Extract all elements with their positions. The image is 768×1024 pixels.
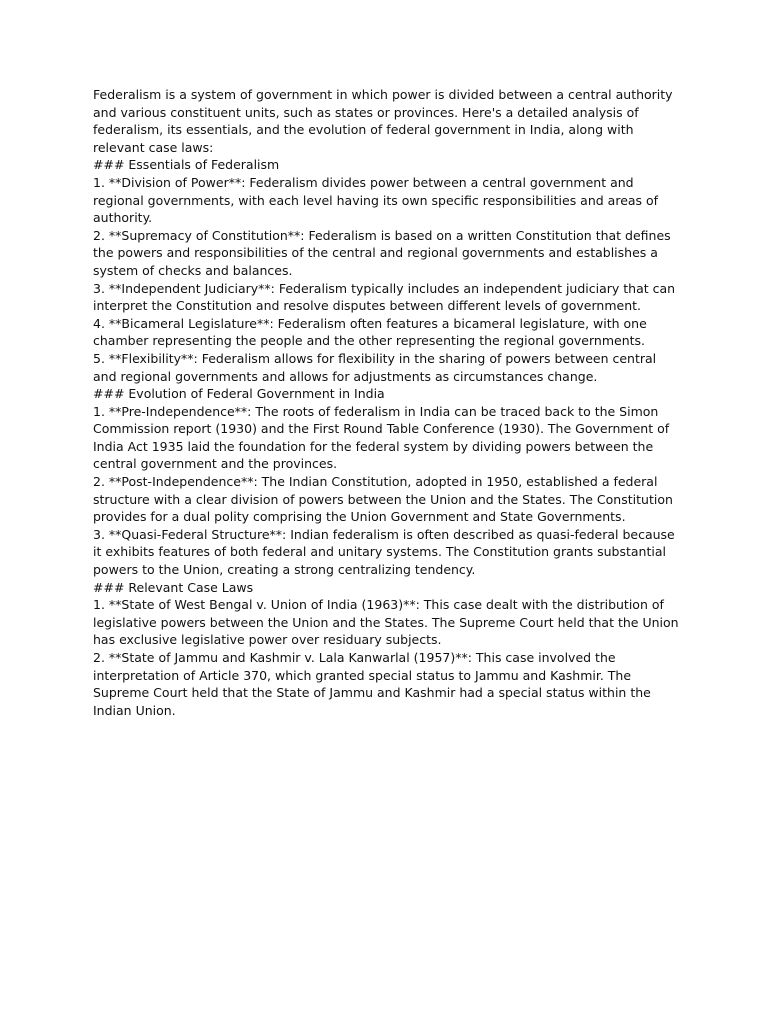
section-heading-evolution: ### Evolution of Federal Government in India [93, 386, 385, 402]
section-heading-essentials: ### Essentials of Federalism [93, 157, 280, 173]
list-item: 4. **Bicameral Legislature**: Federalism often features a bicameral legislature, with one chamber representing the people and the other representing the regional governments. [93, 315, 647, 349]
list-item: 2. **State of Jammu and Kashmir v. Lala Kanwarlal (1957)**: This case involved the interpretation of Article 370, which granted special status to Jammu and Kashmir. The Supreme Court held that the State of Jammu and Kashmir had a special status within the Indian Union. [93, 650, 651, 718]
list-item: 5. **Flexibility**: Federalism allows for flexibility in the sharing of powers between central and regional governments and allows for adjustments as circumstances change. [93, 350, 657, 384]
list-item: 3. **Independent Judiciary**: Federalism typically includes an independent judiciary that can interpret the Constitution and resolve disputes between different levels of government. [93, 280, 676, 314]
list-item: 2. **Supremacy of Constitution**: Federalism is based on a written Constitution that defines the powers and responsibilities of the central and regional governments and establishes a system of checks and balances. [93, 227, 671, 278]
list-item: 2. **Post-Independence**: The Indian Constitution, adopted in 1950, established a federal structure with a clear division of powers between the Union and the States. The Constitution provides for a dual polity comprising the Union Government and State Governments. [93, 474, 673, 525]
document-body [93, 86, 683, 719]
section-heading-case-laws: ### Relevant Case Laws [93, 579, 254, 595]
list-item: 3. **Quasi-Federal Structure**: Indian federalism is often described as quasi-federal because it exhibits features of both federal and unitary systems. The Constitution grants substantial powers to the Union, creating a strong centralizing tendency. [93, 526, 675, 578]
list-item: 1. **Pre-Independence**: The roots of federalism in India can be traced back to the Simon Commission report (1930) and the First Round Table Conference (1930). The Government of India Act 1935 laid the foundation for the federal system by dividing powers between the central government and the provinces. [93, 403, 670, 472]
list-item: 1. **Division of Power**: Federalism divides power between a central government and regional governments, with each level having its own specific responsibilities and areas of authority. [93, 174, 659, 226]
intro-paragraph: Federalism is a system of government in which power is divided between a central authority and various constituent units, such as states or provinces. Here's a detailed analysis of federalism, its essentials, and the evolution of federal government in India, along with relevant case laws: [93, 87, 673, 155]
list-item: 1. **State of West Bengal v. Union of India (1963)**: This case dealt with the distribution of legislative powers between the Union and the States. The Supreme Court held that the Union has exclusive legislative power over residuary subjects. [93, 597, 679, 648]
